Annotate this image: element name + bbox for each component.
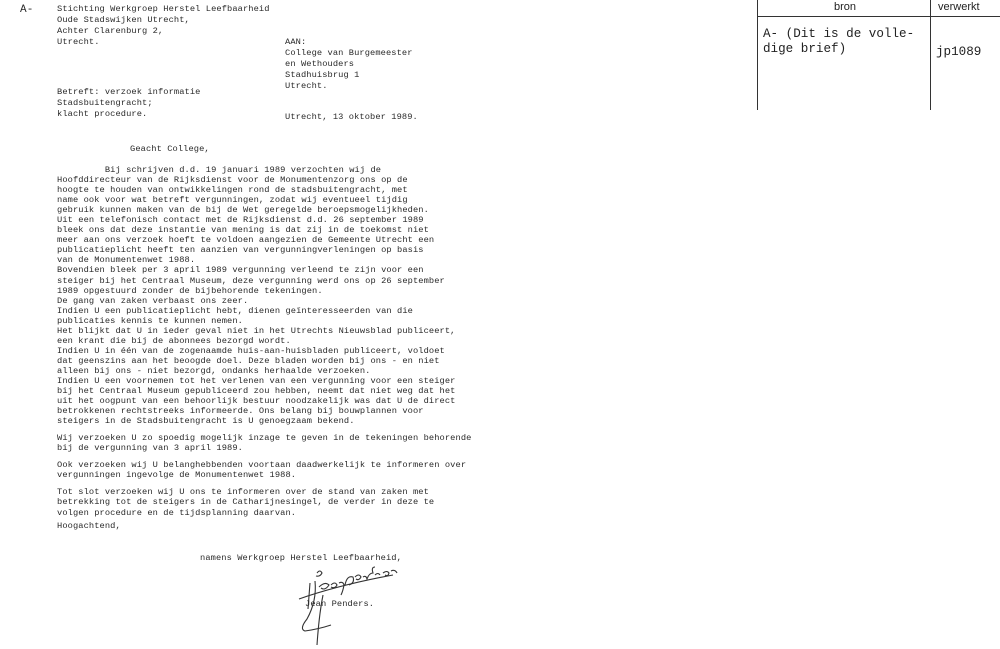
subject-line: klacht procedure. (57, 108, 148, 119)
sender-line: Oude Stadswijken Utrecht, (57, 14, 190, 25)
table-header-verwerkt: verwerkt (938, 1, 980, 13)
body-line: vergunningen ingevolge de Monumentenwet 1988. (57, 470, 297, 481)
recipient-line: en Wethouders (285, 58, 355, 69)
body-line: hoogte te houden van ontwikkelingen rond de stadsbuitengracht, met (57, 185, 408, 196)
sender-line: Utrecht. (57, 36, 100, 47)
body-line: bleek ons dat deze instantie van mening is dat zij in de toekomst niet (57, 225, 429, 236)
bron-line: dige brief) (763, 42, 847, 56)
recipient-address (285, 37, 413, 91)
body-line: Hoofddirecteur van de Rijksdienst voor de Monumentenzorg ons op de (57, 175, 408, 186)
letter-body (57, 165, 471, 525)
signature-name: Jean Penders. (305, 599, 375, 609)
body-line: Wij verzoeken U zo spoedig mogelijk inzage te geven in de tekeningen behorende (57, 433, 472, 444)
body-line: volgen procedure en de tijdsplanning daarvan. (57, 507, 297, 518)
place-date: Utrecht, 13 oktober 1989. (285, 112, 418, 122)
table-column-divider (930, 0, 931, 110)
table-header-divider (758, 16, 1000, 17)
body-line: Bovendien bleek per 3 april 1989 vergunning verleend te zijn voor een (57, 265, 424, 276)
body-line: Uit een telefonisch contact met de Rijksdienst d.d. 26 september 1989 (57, 215, 424, 226)
on-behalf-line: namens Werkgroep Herstel Leefbaarheid, (200, 553, 402, 563)
subject (57, 87, 200, 120)
sender-line: Stichting Werkgroep Herstel Leefbaarheid (57, 4, 270, 14)
margin-marker: A- (20, 4, 34, 16)
paragraph (57, 487, 471, 517)
table-cell-verwerkt: jp1089 (936, 45, 982, 59)
body-line: betrekking tot de steigers in de Catharijnesingel, de verder in deze te (57, 497, 435, 508)
sender-line: Achter Clarenburg 2, (57, 25, 164, 36)
recipient-line: Utrecht. (285, 80, 328, 91)
body-line: Ook verzoeken wij U belanghebbenden voortaan daadwerkelijk te informeren over (57, 460, 467, 471)
subject-line: Stadsbuitengracht; (57, 97, 153, 108)
body-line: meer aan ons verzoek hoeft te voldoen aangezien de Gemeente Utrecht een (57, 235, 435, 246)
subject-line: Betreft: verzoek informatie (57, 87, 201, 97)
body-line: publicaties kennis te kunnen nemen. (57, 315, 243, 326)
body-line: gebruik kunnen maken van de bij de Wet geregelde beroepsmogelijkheden. (57, 205, 429, 216)
body-line: steiger bij het Centraal Museum, deze vergunning werd ons op 26 september (57, 275, 445, 286)
table-cell-bron (763, 27, 914, 57)
recipient-line: AAN: (285, 37, 307, 47)
recipient-line: Stadhuisbrug 1 (285, 69, 360, 80)
body-line: name ook voor wat betreft vergunningen, zodat wij eventueel tijdig (57, 195, 408, 206)
body-line: betrokkenen rechtstreeks informeerde. Ons belang bij bouwplannen voor (57, 406, 424, 417)
body-line: Indien U in één van de zogenaamde huis-aan-huisbladen publiceert, voldoet (57, 345, 445, 356)
body-line: Tot slot verzoeken wij U ons te informeren over de stand van zaken met (57, 487, 429, 498)
body-line: Indien U een publicatieplicht hebt, dienen geïnteresseerden van die (57, 305, 413, 316)
body-line: van de Monumentenwet 1988. (57, 255, 196, 266)
body-line: alleen bij ons - niet bezorgd, ondanks herhaalde verzoeken. (57, 365, 371, 376)
body-line: dat geenszins aan het beoogde doel. Deze bladen worden bij ons - en niet (57, 355, 440, 366)
body-line: 1989 opgestuurd zonder de bijbehorende tekeningen. (57, 285, 323, 296)
body-line: publicatieplicht heeft ten aanzien van vergunningverleningen op basis (57, 245, 424, 256)
body-line: bij het Centraal Museum gepubliceerd zou hebben, neemt dat niet weg dat het (57, 386, 456, 397)
body-line: De gang van zaken verbaast ons zeer. (57, 295, 249, 306)
recipient-line: College van Burgemeester (285, 47, 413, 58)
paragraph (57, 460, 471, 480)
sender-address (57, 4, 270, 48)
bron-line: A- (Dit is de volle- (763, 27, 915, 41)
body-line: steigers in de Stadsbuitengracht is U genoegzaam bekend. (57, 416, 355, 427)
body-line: een krant die bij de abonnees bezorgd wordt. (57, 335, 291, 346)
table-header-bron: bron (834, 1, 857, 13)
paragraph (57, 165, 471, 426)
body-line: Het blijkt dat U in ieder geval niet in het Utrechts Nieuwsblad publiceert, (57, 325, 456, 336)
salutation: Geacht College, (130, 144, 210, 154)
archive-table (757, 0, 1000, 110)
closing: Hoogachtend, (57, 521, 121, 531)
body-line: Bij schrijven d.d. 19 januari 1989 verzochten wij de (57, 165, 382, 175)
body-line: bij de vergunning van 3 april 1989. (57, 443, 243, 454)
body-line: uit het oogpunt van een behoorlijk bestuur noodzakelijk was dat U de direct (57, 396, 456, 407)
paragraph (57, 433, 471, 453)
body-line: Indien U een voornemen tot het verlenen van een vergunning voor een steiger (57, 375, 456, 386)
